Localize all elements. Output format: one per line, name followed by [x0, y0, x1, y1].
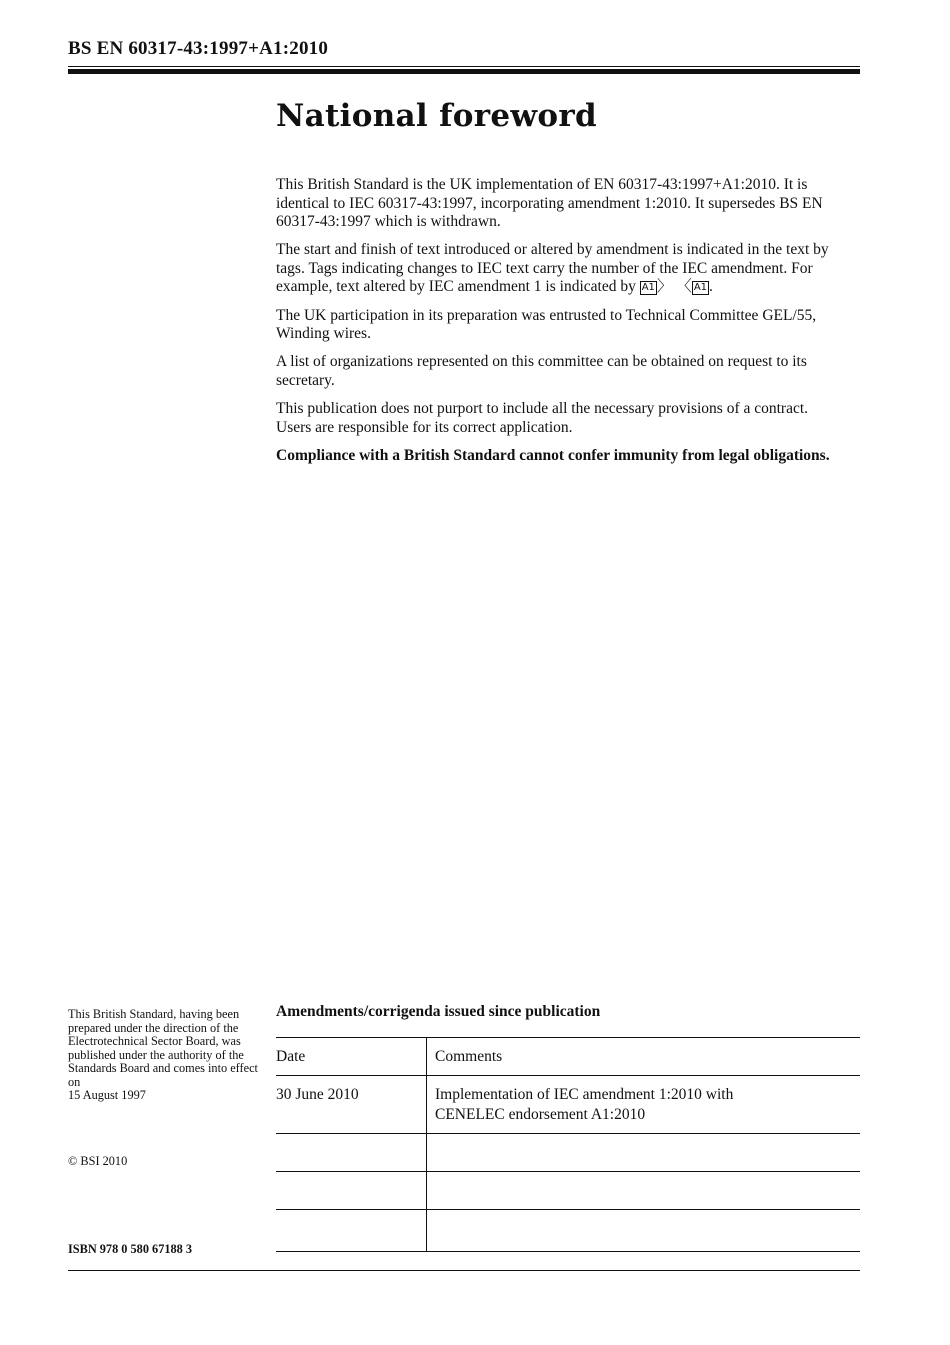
- amendment-tags-text: The start and finish of text introduced or altered by amendment is indicated in the text by tags. Tags indicating changes to IEC text carry the number of the IEC amendment. For example, text altered by IEC amendment 1 is indicated by: [276, 241, 829, 296]
- header-comments: Comments: [427, 1038, 861, 1076]
- publication-note-text: This British Standard, having been prepared under the direction of the Electrotechnical Sector Board, was published under the authority of the Standards Board and comes into effect on: [68, 1007, 258, 1089]
- tag-close-icon: A1: [693, 282, 708, 294]
- paragraph-amendment-tags: The start and finish of text introduced or altered by amendment is indicated in the text by tags. Tags indicating changes to IEC text carry the number of the IEC amendment. For example, text altered by IEC amendment 1 is indicated by A1 〉 〈 A1 .: [276, 241, 829, 296]
- page-title: National foreword: [276, 98, 597, 134]
- paragraph-organizations: A list of organizations represented on this committee can be obtained on request to its secretary.: [276, 353, 807, 389]
- table-row-empty: [276, 1210, 860, 1252]
- publication-note: [68, 1008, 268, 1103]
- header-rule-thick: [68, 69, 860, 74]
- row-comment-line2: CENELEC endorsement A1:2010: [435, 1106, 646, 1123]
- row-date: 30 June 2010: [276, 1076, 427, 1134]
- document-id: BS EN 60317-43:1997+A1:2010: [68, 38, 329, 59]
- header-rule-thin: [68, 66, 860, 67]
- row-comment: [427, 1076, 861, 1134]
- amendments-title: Amendments/corrigenda issued since publication: [276, 1003, 601, 1020]
- table-row-empty: [276, 1134, 860, 1172]
- table-row: [276, 1076, 860, 1134]
- paragraph-contract: This publication does not purport to include all the necessary provisions of a contract. Users are responsible for its correct application.: [276, 399, 809, 436]
- paragraph-committee: The UK participation in its preparation was entrusted to Technical Committee GEL/55, Winding wires.: [276, 306, 817, 343]
- empty-comment-cell: [427, 1172, 861, 1210]
- table-row-empty: [276, 1172, 860, 1210]
- amendment-tags-end: .: [709, 278, 713, 296]
- footer-rule: [68, 1270, 860, 1271]
- paragraph-implementation: This British Standard is the UK implementation of EN 60317-43:1997+A1:2010. It is identical to IEC 60317-43:1997, incorporating amendment 1:2010. It supersedes BS EN 60317-43:1997 which is withdrawn.: [276, 176, 823, 231]
- empty-comment-cell: [427, 1134, 861, 1172]
- header-date: Date: [276, 1038, 427, 1076]
- table-header-row: [276, 1038, 860, 1076]
- tag-open-icon: A1: [641, 282, 655, 294]
- paragraph-compliance: Compliance with a British Standard cannot confer immunity from legal obligations.: [276, 446, 830, 464]
- foreword-body: [276, 176, 836, 475]
- empty-comment-cell: [427, 1210, 861, 1252]
- empty-date-cell: [276, 1172, 427, 1210]
- copyright: © BSI 2010: [68, 1154, 128, 1168]
- effective-date: 15 August 1997: [68, 1088, 146, 1102]
- row-comment-line1: Implementation of IEC amendment 1:2010 with: [435, 1086, 734, 1103]
- empty-date-cell: [276, 1134, 427, 1172]
- isbn: ISBN 978 0 580 67188 3: [68, 1242, 193, 1256]
- empty-date-cell: [276, 1210, 427, 1252]
- amendments-table: [276, 1037, 860, 1252]
